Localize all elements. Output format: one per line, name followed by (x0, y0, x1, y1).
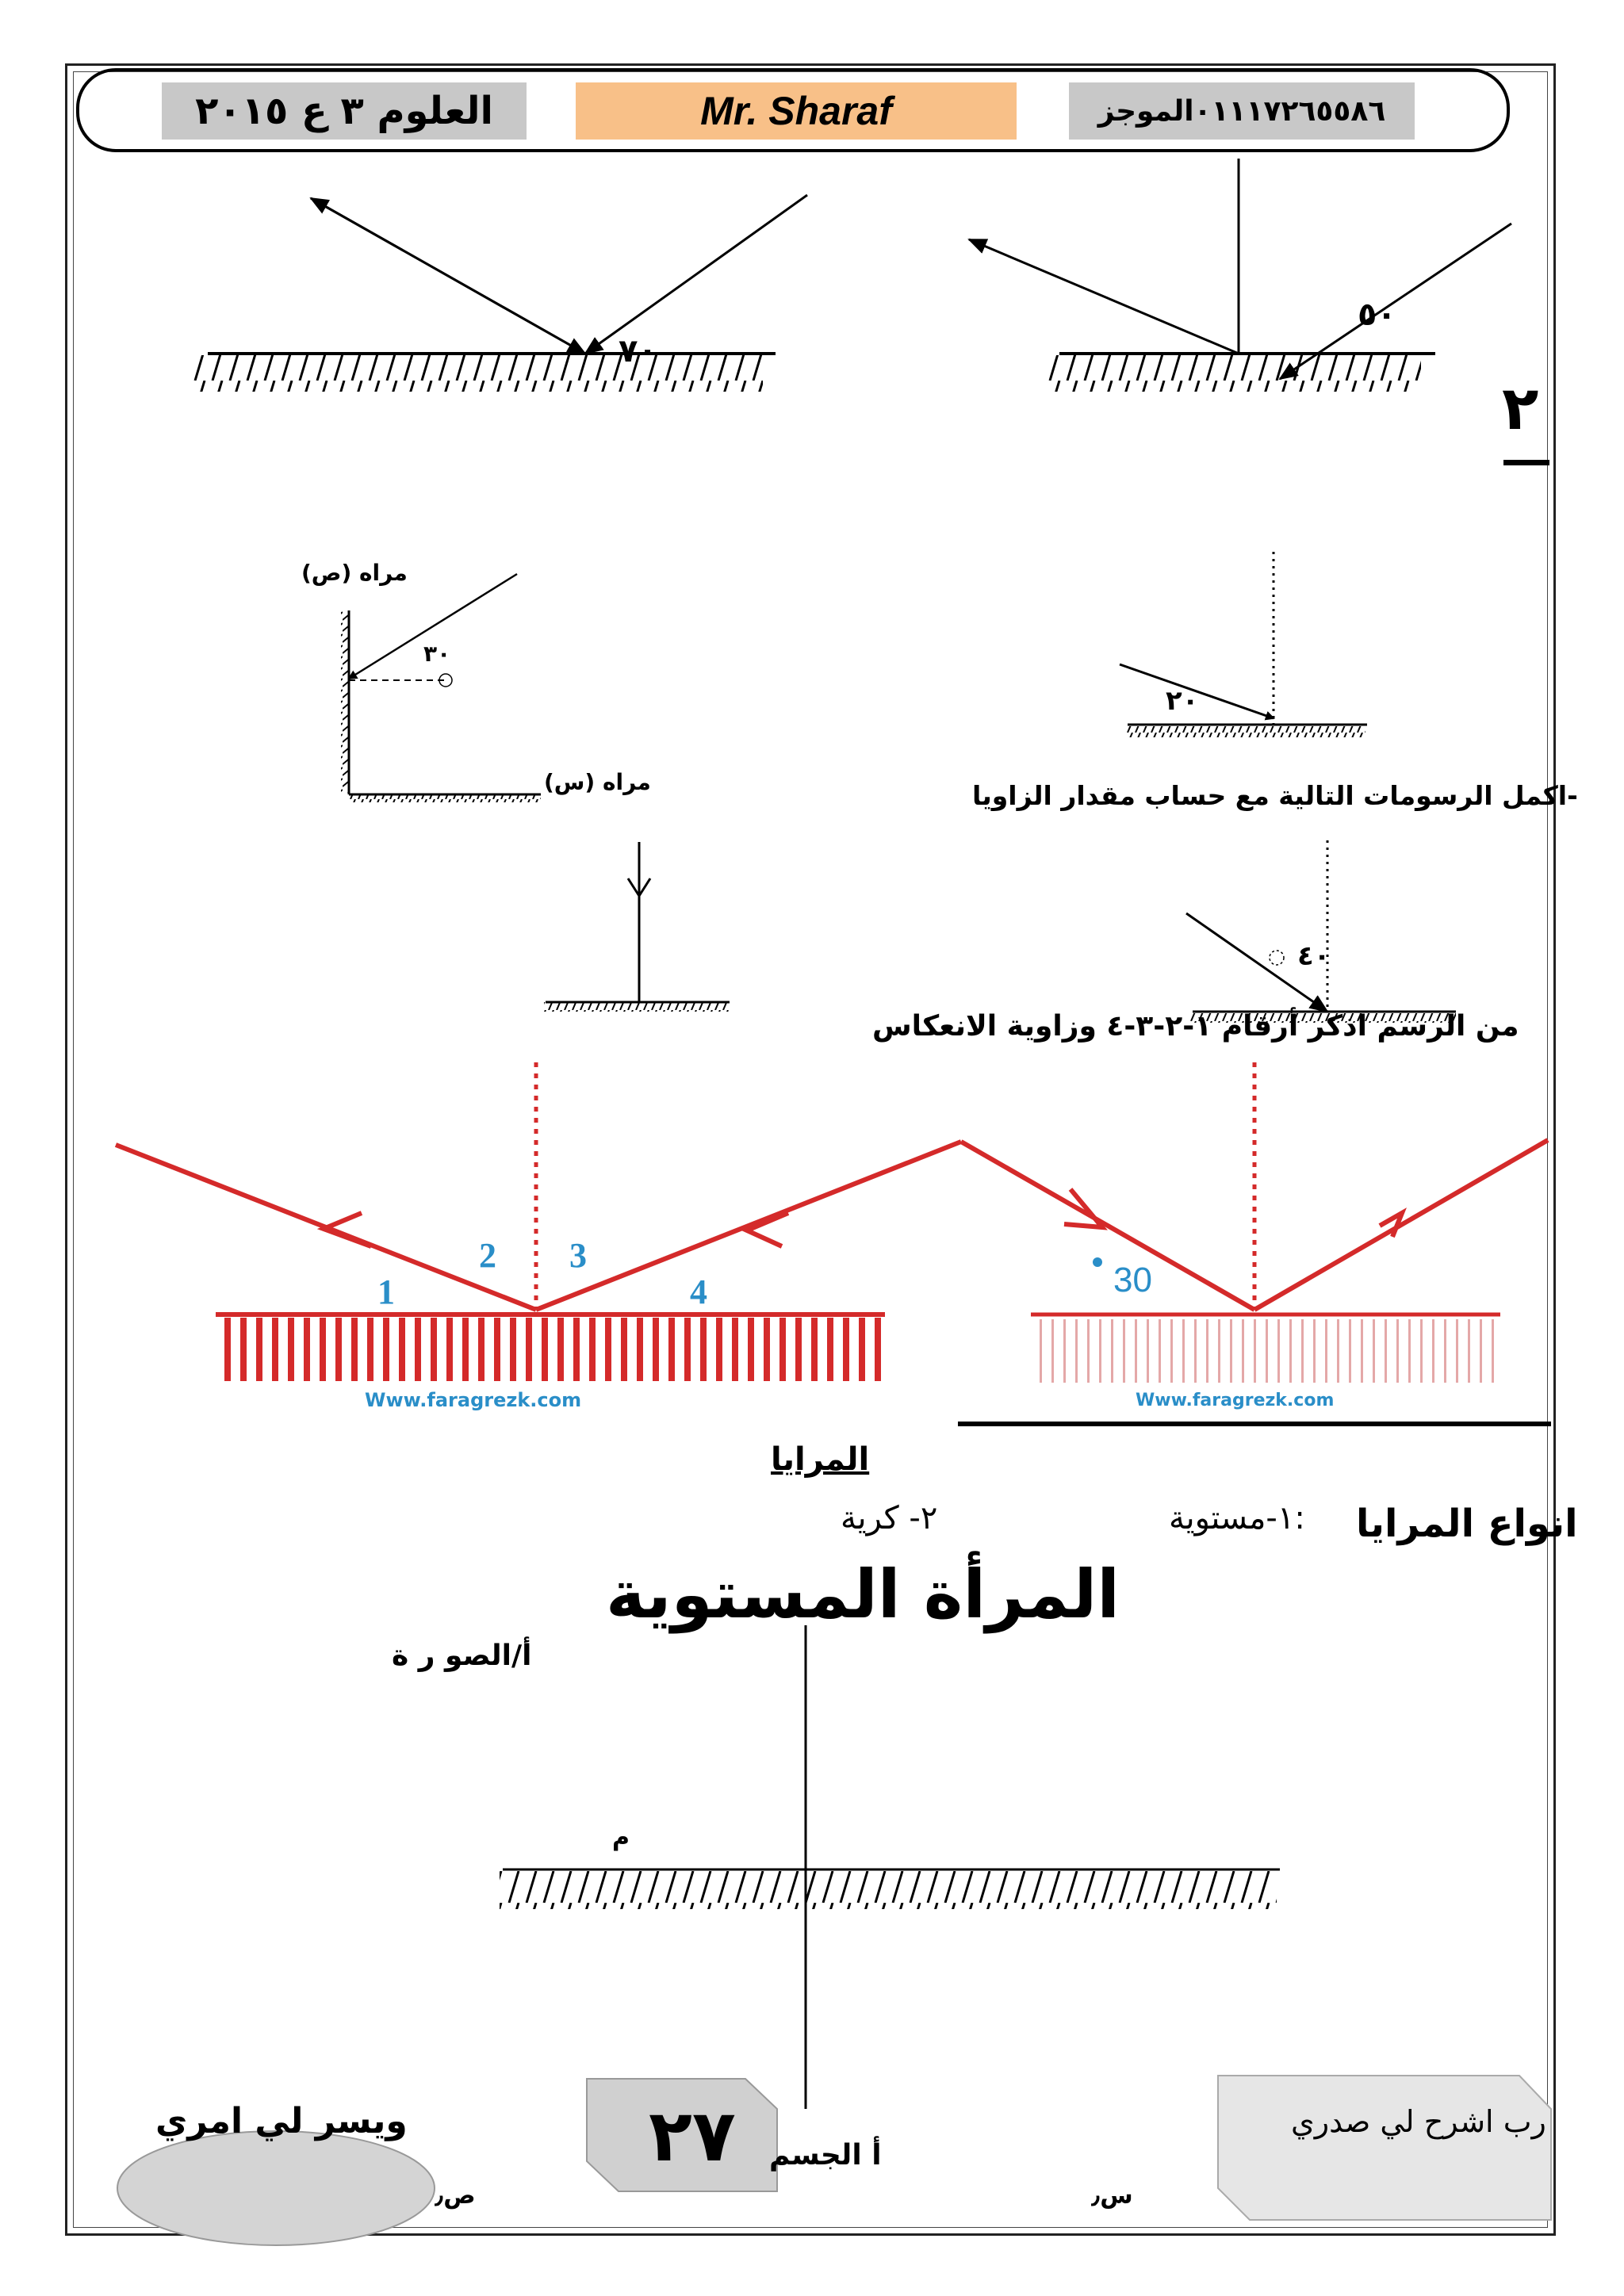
mirror-type-plane: :١-مستوية (1169, 1500, 1305, 1536)
right-arrowhead-1 (1064, 1189, 1102, 1227)
point-m-label: م (612, 1823, 630, 1851)
mirror-type-spherical: ٢- كرية (841, 1500, 938, 1536)
instruction-complete: -اكمل الرسومات التالية مع حساب مقدار الزاويا (972, 780, 1578, 811)
right-mirror-teeth (1031, 1319, 1500, 1383)
plane-mirror-title: المرأة المستوية (606, 1556, 1120, 1633)
watermark-left: Www.faragrezk.com (365, 1389, 582, 1411)
reflected-ray (969, 239, 1239, 354)
mirrors-heading: المرايا (771, 1441, 870, 1478)
diagram-small-right (1120, 552, 1367, 737)
image-label: أ/الصو ر ة (392, 1640, 532, 1672)
angle-label-70: ٧٠ (619, 333, 657, 369)
angle-label-40: ٤٠ (1297, 940, 1331, 972)
footer-prayer-right: رب اشرح لي صدري (1291, 2104, 1546, 2139)
mirror-hatching (192, 355, 763, 392)
watermark-right: Www.faragrezk.com (1136, 1391, 1335, 1410)
reflection-figure (116, 1062, 1548, 1383)
footer-prayer-left: ويسر لي امري (155, 2101, 408, 2141)
angle-degree-mark (1270, 951, 1284, 965)
header-phone: ٠١١١٧٢٦٥٥٨٦الموجز (1069, 82, 1415, 140)
instruction-identify: من الرسم اذكر أرقام ١-٢-٣-٤ وزاوية الانعكاس (872, 1010, 1519, 1043)
mirror-hatching (1126, 726, 1365, 737)
mirror-types-label: انواع المرايا (1356, 1502, 1578, 1546)
plane-mirror-hatching (500, 1871, 1277, 1909)
section-number: ٢ (1502, 373, 1539, 443)
object-label: أ الجسم (769, 2139, 882, 2172)
mirror-hatching (544, 1002, 730, 1012)
figure-number-3: 3 (569, 1236, 587, 1275)
angle-label-20: ٢٠ (1166, 685, 1199, 717)
diagram-corner-mirror (341, 574, 541, 802)
diagram-vertical-ray (544, 842, 730, 1012)
diagram-top-left (192, 195, 807, 392)
header-title: العلوم ٣ ع ٢٠١٥ (162, 82, 527, 140)
mirror-hatching (1048, 355, 1421, 392)
mirror-x-hatching (349, 794, 541, 802)
left-incident-ray (536, 1142, 961, 1310)
left-mirror-teeth (216, 1318, 885, 1381)
mirror-x-label: مراه (س) (544, 769, 651, 795)
footer-box-right (1218, 2076, 1551, 2220)
angle-label-50: ٥٠ (1358, 297, 1396, 333)
incoming-ray (585, 195, 807, 354)
figure-number-1: 1 (377, 1272, 395, 1311)
mirror-y-label: مراه (ص) (301, 560, 408, 586)
figure-angle-30: 30 (1113, 1261, 1152, 1299)
point-s-label: س٫ (1091, 2182, 1133, 2210)
reflected-ray (311, 198, 585, 354)
plane-mirror-diagram (500, 1625, 1280, 2109)
diagram-top-right (969, 159, 1511, 392)
mirror-y-hatching (341, 610, 349, 793)
angle-label-30-mirror: ٣٠ (423, 641, 451, 667)
figure-number-2: 2 (479, 1236, 496, 1275)
page-number: ٢٧ (649, 2095, 736, 2178)
angle-dot (1093, 1257, 1102, 1267)
header-teacher-name: Mr. Sharaf (576, 82, 1017, 140)
point-p-label: ص٫ (435, 2182, 476, 2210)
right-incident-ray (961, 1142, 1254, 1310)
left-arrowhead-1 (324, 1213, 371, 1246)
footer-ellipse-left (117, 2131, 435, 2245)
right-reflected-ray (1254, 1140, 1548, 1310)
figure-number-4: 4 (690, 1272, 707, 1311)
diagram-lower-right (1186, 840, 1456, 1023)
